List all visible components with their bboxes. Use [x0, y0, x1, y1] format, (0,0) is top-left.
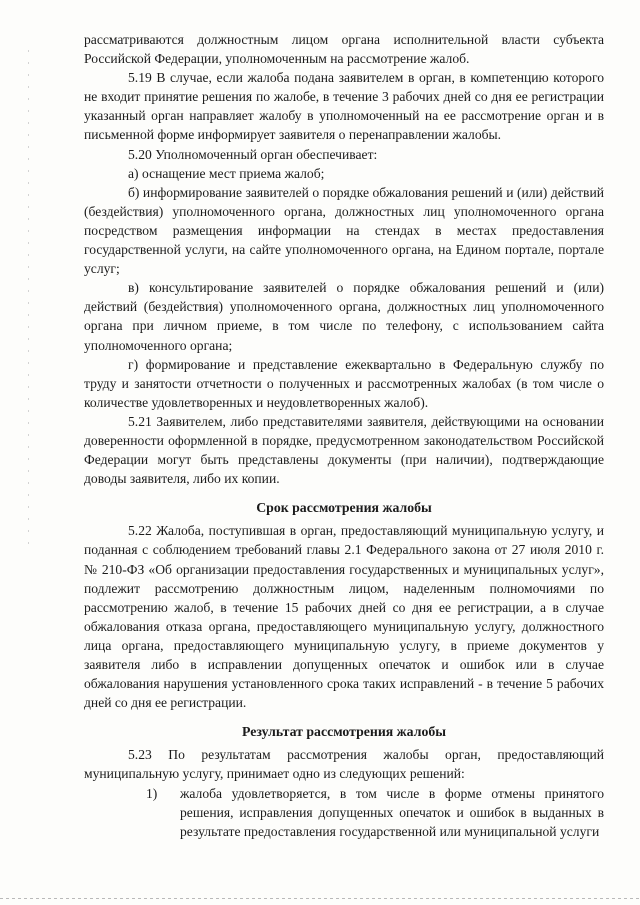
document-page: [84, 30, 604, 841]
paragraph-5-21: 5.21 Заявителем, либо представителями заявителя, действующими на основании доверенности оформленной в порядке, предусмотренном законодательством Российской Федерации могут быть представлены документы (при наличии), подтверждающие доводы заявителя, либо их копии.: [84, 413, 604, 487]
paragraph-5-20-v: в) консультирование заявителей о порядке обжалования решений и (или) действий (бездействия) уполномоченного органа, должностных лиц уполномоченного органа при личном приеме, в том числе по телефону, с использованием сайта уполномоченного органа;: [84, 280, 604, 353]
paragraph-5-20-a: а) оснащение мест приема жалоб;: [128, 165, 325, 181]
list-item-1: [84, 784, 604, 841]
list-item-text: жалоба удовлетворяется, в том числе в форме отмены принятого решения, исправления допущенных опечаток и ошибок в выданных в результате предоставления государственной или муниципальной услуги: [180, 785, 604, 839]
section-heading-review-period: Срок рассмотрения жалобы: [256, 500, 432, 516]
list-item-number: 1): [146, 785, 158, 801]
paragraph-5-20-g: г) формирование и представление ежеквартально в Федеральную службу по труду и занятости отчетности о полученных и рассмотренных жалобах (в том числе о количестве удовлетворенных и неудовлетворенных жалоб).: [84, 356, 604, 410]
scan-bottom-edge: [0, 898, 640, 899]
paragraph-5-23: 5.23 По результатам рассмотрения жалобы орган, предоставляющий муниципальную услугу, принимает одно из следующих решений:: [84, 747, 604, 782]
paragraph-5-19: 5.19 В случае, если жалоба подана заявителем в орган, в компетенцию которого не входит принятие решения по жалобе, в течение 3 рабочих дней со дня ее регистрации указанный орган направляет жалобу в уполномоченный на ее рассмотрение орган и в письменной форме информирует заявителя о перенаправлении жалобы.: [84, 70, 604, 143]
section-heading-review-result: Результат рассмотрения жалобы: [241, 724, 447, 740]
scan-margin-marks: [28, 50, 29, 550]
paragraph-5-20: 5.20 Уполномоченный орган обеспечивает:: [128, 146, 378, 162]
paragraph-5-20-b: б) информирование заявителей о порядке обжалования решений и (или) действий (бездействия) уполномоченного органа, должностных лиц уполномоченного органа посредством размещения информации на стендах в местах предоставления государственной услуги, на сайте уполномоченного органа, на Едином портале, портале услуг;: [84, 184, 604, 277]
paragraph-5-22: 5.22 Жалоба, поступившая в орган, предоставляющий муниципальную услугу, и поданная с соблюдением требований главы 2.1 Федерального закона от 27 июля 2010 г. № 210-ФЗ «Об организации предоставления государственных и муниципальных услуг», подлежит рассмотрению должностным лицом, наделенным полномочиями по рассмотрению жалоб, в течение 15 рабочих дней со дня ее регистрации, а в случае обжалования отказа органа, предоставляющего муниципальную услугу, должностного лица органа, предоставляющего муниципальную услугу, в приеме документов у заявителя либо в исправлении допущенных опечаток и ошибок или в случае обжалования нарушения установленного срока таких исправлений - в течение 5 рабочих дней со дня ее регистрации.: [84, 523, 604, 711]
paragraph-continuation: рассматриваются должностным лицом органа исполнительной власти субъекта Российской Федерации, уполномоченным на рассмотрение жалоб.: [84, 32, 604, 67]
